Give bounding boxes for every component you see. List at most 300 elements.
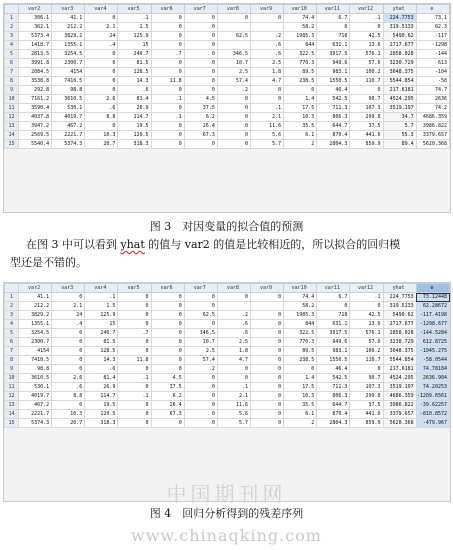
table-cell[interactable]: 14.3 bbox=[118, 77, 151, 86]
table-cell[interactable]: 0 bbox=[52, 356, 85, 365]
table-cell[interactable]: 1.8 bbox=[217, 347, 250, 356]
table-cell[interactable]: 0 bbox=[184, 383, 217, 392]
table-cell[interactable]: 15 bbox=[85, 320, 118, 329]
table-cell[interactable]: .6 bbox=[250, 50, 283, 59]
table-cell[interactable]: 0 bbox=[250, 86, 283, 95]
table-cell[interactable]: 11.6 bbox=[250, 122, 283, 131]
table-cell[interactable]: 6.1 bbox=[284, 131, 317, 140]
table-cell[interactable]: 15 bbox=[118, 41, 151, 50]
column-header-var3[interactable]: var3 bbox=[52, 284, 85, 293]
table-cell[interactable]: 0 bbox=[250, 338, 283, 347]
table-cell[interactable]: 2 bbox=[284, 140, 317, 149]
table-cell[interactable]: 10.7 bbox=[184, 338, 217, 347]
row-number[interactable]: 3 bbox=[5, 311, 19, 320]
table-cell[interactable] bbox=[217, 302, 250, 311]
table-cell[interactable]: 0 bbox=[250, 410, 283, 419]
table-cell[interactable]: 5620.368 bbox=[383, 419, 416, 428]
table-cell[interactable]: .1 bbox=[350, 14, 383, 23]
table-cell[interactable]: 0 bbox=[250, 419, 283, 428]
row-number[interactable]: 11 bbox=[5, 104, 19, 113]
table-cell[interactable]: 0 bbox=[151, 356, 184, 365]
table-cell[interactable]: 62.28672 bbox=[416, 302, 449, 311]
table-cell[interactable]: 107.3 bbox=[350, 383, 383, 392]
table-cell[interactable]: 6.2 bbox=[151, 392, 184, 401]
table-cell[interactable]: 0 bbox=[184, 32, 217, 41]
table-cell[interactable]: 10.3 bbox=[52, 410, 85, 419]
table-cell[interactable]: 0 bbox=[118, 311, 151, 320]
table-cell[interactable]: 2 bbox=[284, 419, 317, 428]
row-number[interactable]: 6 bbox=[5, 59, 19, 68]
table-cell[interactable]: 62.5 bbox=[184, 311, 217, 320]
table-cell[interactable]: .4 bbox=[85, 41, 118, 50]
table-cell[interactable]: 24 bbox=[52, 311, 85, 320]
row-number[interactable]: 7 bbox=[5, 347, 19, 356]
table-cell[interactable]: 0 bbox=[52, 401, 85, 410]
table-cell[interactable]: 120.5 bbox=[85, 410, 118, 419]
table-cell[interactable]: 0 bbox=[52, 329, 85, 338]
table-cell[interactable]: 74.78184 bbox=[416, 365, 449, 374]
table-cell[interactable]: 870.4 bbox=[317, 131, 350, 140]
table-cell[interactable]: 530.1 bbox=[52, 104, 85, 113]
table-cell[interactable]: 81.4 bbox=[118, 95, 151, 104]
table-cell[interactable]: 1550.5 bbox=[317, 356, 350, 365]
table-cell[interactable]: 3519.197 bbox=[383, 104, 416, 113]
table-cell[interactable]: 0 bbox=[151, 347, 184, 356]
table-cell[interactable]: 2717.677 bbox=[383, 320, 416, 329]
table-cell[interactable]: 0 bbox=[350, 302, 383, 311]
column-header-var4[interactable]: var4 bbox=[85, 5, 118, 14]
table-cell[interactable]: 5.6 bbox=[217, 410, 250, 419]
table-cell[interactable]: 2.1 bbox=[217, 392, 250, 401]
column-header-var9[interactable]: var9 bbox=[250, 284, 283, 293]
table-cell[interactable]: 844 bbox=[284, 320, 317, 329]
row-number[interactable]: 8 bbox=[5, 356, 19, 365]
table-cell[interactable]: 2.6 bbox=[52, 374, 85, 383]
table-cell[interactable]: .2 bbox=[217, 86, 250, 95]
table-cell[interactable]: 2717.677 bbox=[383, 41, 416, 50]
row-number[interactable]: 5 bbox=[5, 50, 19, 59]
table-cell[interactable]: 46.4 bbox=[317, 86, 350, 95]
column-header-var2[interactable]: var2 bbox=[19, 284, 52, 293]
table-cell[interactable]: -1209.6561 bbox=[416, 392, 449, 401]
table-cell[interactable]: 0 bbox=[217, 131, 250, 140]
corner-cell[interactable] bbox=[5, 284, 19, 293]
table-cell[interactable]: 10.3 bbox=[284, 392, 317, 401]
table-cell[interactable]: 5373.4 bbox=[19, 32, 52, 41]
table-cell[interactable]: 0 bbox=[151, 302, 184, 311]
table-cell[interactable]: 0 bbox=[250, 329, 283, 338]
table-cell[interactable]: 318.3 bbox=[118, 140, 151, 149]
table-cell[interactable]: .4 bbox=[52, 320, 85, 329]
table-cell[interactable]: 0 bbox=[284, 365, 317, 374]
table-cell[interactable]: 0 bbox=[151, 329, 184, 338]
table-cell[interactable]: 240.7 bbox=[118, 50, 151, 59]
table-cell[interactable]: 7410.5 bbox=[52, 77, 85, 86]
table-cell[interactable]: 5544.854 bbox=[383, 77, 416, 86]
table-cell[interactable]: 711.3 bbox=[317, 104, 350, 113]
table-cell[interactable]: 7161.2 bbox=[19, 95, 52, 104]
table-cell[interactable]: 0 bbox=[118, 320, 151, 329]
table-cell[interactable]: 2636 bbox=[416, 95, 449, 104]
table-cell[interactable]: 0 bbox=[52, 293, 85, 302]
table-cell[interactable]: 37.5 bbox=[350, 122, 383, 131]
table-cell[interactable]: 6.1 bbox=[284, 410, 317, 419]
table-cell[interactable]: 859.9 bbox=[350, 419, 383, 428]
table-cell[interactable]: 58.2 bbox=[284, 302, 317, 311]
table-cell[interactable]: 0 bbox=[217, 140, 250, 149]
table-cell[interactable]: 19.5 bbox=[118, 122, 151, 131]
row-number[interactable]: 10 bbox=[5, 95, 19, 104]
table-cell[interactable]: 10.7 bbox=[217, 59, 250, 68]
table-cell[interactable]: 0 bbox=[118, 401, 151, 410]
table-cell[interactable]: 26.4 bbox=[184, 122, 217, 131]
table-cell[interactable]: 37.5 bbox=[151, 383, 184, 392]
table-cell[interactable]: 770.3 bbox=[284, 338, 317, 347]
table-cell[interactable]: 0 bbox=[217, 113, 250, 122]
table-cell[interactable]: 0 bbox=[250, 293, 283, 302]
column-header-var4[interactable]: var4 bbox=[85, 284, 118, 293]
table-cell[interactable]: .1 bbox=[118, 14, 151, 23]
table-cell[interactable]: 90.7 bbox=[350, 374, 383, 383]
table-cell[interactable]: 2.5 bbox=[184, 347, 217, 356]
column-header-var5[interactable]: var5 bbox=[118, 5, 151, 14]
table-cell[interactable]: 128.5 bbox=[85, 347, 118, 356]
table-cell[interactable]: -1045.275 bbox=[416, 347, 449, 356]
table-cell[interactable]: 58.2 bbox=[284, 23, 317, 32]
table-cell[interactable]: 224.7753 bbox=[383, 293, 416, 302]
row-number[interactable]: 6 bbox=[5, 338, 19, 347]
column-header-var8[interactable]: var8 bbox=[217, 284, 250, 293]
table-cell[interactable]: .7 bbox=[118, 329, 151, 338]
table-cell[interactable]: 0 bbox=[151, 419, 184, 428]
table-cell[interactable]: 346.5 bbox=[217, 50, 250, 59]
row-number[interactable]: 1 bbox=[5, 14, 19, 23]
table-cell[interactable]: 14.3 bbox=[85, 356, 118, 365]
table-cell[interactable]: 0 bbox=[85, 86, 118, 95]
table-cell[interactable]: 0 bbox=[85, 50, 118, 59]
table-cell[interactable]: 100.2 bbox=[350, 347, 383, 356]
table-cell[interactable]: .2 bbox=[184, 365, 217, 374]
table-cell[interactable]: 0 bbox=[184, 392, 217, 401]
table-cell[interactable]: -144.5284 bbox=[416, 329, 449, 338]
table-cell[interactable]: 17.5 bbox=[284, 383, 317, 392]
table-cell[interactable]: 10.3 bbox=[85, 131, 118, 140]
table-cell[interactable]: 67.3 bbox=[184, 131, 217, 140]
table-cell[interactable]: 89.5 bbox=[284, 347, 317, 356]
table-cell[interactable]: 19.5 bbox=[85, 401, 118, 410]
table-cell[interactable]: .7 bbox=[151, 50, 184, 59]
table-cell[interactable]: 13.6 bbox=[350, 41, 383, 50]
table-cell[interactable]: 89.4 bbox=[383, 140, 416, 149]
row-number[interactable]: 13 bbox=[5, 122, 19, 131]
table-cell[interactable]: 238.5 bbox=[284, 77, 317, 86]
table-cell[interactable]: 3917.5 bbox=[317, 329, 350, 338]
table-cell[interactable]: 107.3 bbox=[350, 104, 383, 113]
table-cell[interactable]: .6 bbox=[118, 86, 151, 95]
table-cell[interactable]: 0 bbox=[118, 365, 151, 374]
row-number[interactable]: 8 bbox=[5, 77, 19, 86]
table-cell[interactable]: 6.2 bbox=[184, 113, 217, 122]
table-cell[interactable]: 2569.5 bbox=[19, 131, 52, 140]
table-cell[interactable]: 26.9 bbox=[118, 104, 151, 113]
table-cell[interactable]: 0 bbox=[250, 320, 283, 329]
table-cell[interactable]: 530.1 bbox=[19, 383, 52, 392]
table-cell[interactable]: 1355.1 bbox=[52, 41, 85, 50]
table-cell[interactable]: 467.2 bbox=[52, 122, 85, 131]
row-number[interactable]: 2 bbox=[5, 23, 19, 32]
table-cell[interactable]: 3379.657 bbox=[383, 410, 416, 419]
table-cell[interactable]: .6 bbox=[217, 320, 250, 329]
table-cell[interactable]: 1985.3 bbox=[284, 32, 317, 41]
table-cell[interactable]: 4524.295 bbox=[383, 95, 416, 104]
table-cell[interactable]: 2.5 bbox=[250, 59, 283, 68]
table-cell[interactable]: .1 bbox=[85, 293, 118, 302]
table-cell[interactable]: 0 bbox=[151, 23, 184, 32]
table-cell[interactable]: 2858.028 bbox=[383, 329, 416, 338]
column-header-var7[interactable]: var7 bbox=[184, 284, 217, 293]
column-header-var10[interactable]: var10 bbox=[284, 284, 317, 293]
table-cell[interactable]: 0 bbox=[250, 374, 283, 383]
column-header-var11[interactable]: var11 bbox=[317, 5, 350, 14]
table-cell[interactable]: 3230.729 bbox=[383, 338, 416, 347]
table-cell[interactable]: 11.8 bbox=[118, 356, 151, 365]
table-cell[interactable]: 35.5 bbox=[284, 401, 317, 410]
table-cell[interactable]: 128.5 bbox=[118, 68, 151, 77]
table-cell[interactable]: 4524.295 bbox=[383, 374, 416, 383]
table-cell[interactable]: 2.5 bbox=[217, 338, 250, 347]
column-header-var7[interactable]: var7 bbox=[184, 5, 217, 14]
table-cell[interactable]: 2.1 bbox=[85, 23, 118, 32]
row-number[interactable]: 1 bbox=[5, 293, 19, 302]
table-cell[interactable]: 5490.62 bbox=[383, 32, 416, 41]
table-cell[interactable]: 81.5 bbox=[118, 59, 151, 68]
table-cell[interactable]: .1 bbox=[118, 374, 151, 383]
table-cell[interactable]: -58.0544 bbox=[416, 356, 449, 365]
column-header-yhat[interactable]: yhat bbox=[383, 284, 416, 293]
table-cell[interactable]: 90.7 bbox=[350, 95, 383, 104]
table-cell[interactable]: 0 bbox=[85, 122, 118, 131]
table-cell[interactable]: 57.4 bbox=[217, 77, 250, 86]
table-cell[interactable]: 125.9 bbox=[85, 311, 118, 320]
table-cell[interactable]: 0 bbox=[184, 77, 217, 86]
table-cell[interactable]: 5.6 bbox=[250, 131, 283, 140]
table-cell[interactable]: 81.5 bbox=[85, 338, 118, 347]
table-cell[interactable]: 4019.7 bbox=[52, 113, 85, 122]
table-cell[interactable]: 0 bbox=[184, 23, 217, 32]
table-cell[interactable]: 0 bbox=[151, 131, 184, 140]
table-cell[interactable]: 2813.5 bbox=[19, 50, 52, 59]
table-cell[interactable]: 24 bbox=[85, 32, 118, 41]
table-cell[interactable]: 98.8 bbox=[52, 86, 85, 95]
table-cell[interactable]: 0 bbox=[151, 320, 184, 329]
table-cell[interactable]: 1550.5 bbox=[317, 77, 350, 86]
table-cell[interactable]: 3048.375 bbox=[383, 68, 416, 77]
column-header-var2[interactable]: var2 bbox=[19, 5, 52, 14]
table-cell[interactable]: 7410.5 bbox=[19, 356, 52, 365]
table-cell[interactable]: 859.9 bbox=[350, 140, 383, 149]
table-cell[interactable]: 2636.904 bbox=[416, 374, 449, 383]
table-cell[interactable]: 0 bbox=[217, 365, 250, 374]
row-number[interactable]: 10 bbox=[5, 374, 19, 383]
table-cell[interactable]: 0 bbox=[151, 104, 184, 113]
table-cell[interactable]: 62.5 bbox=[217, 32, 250, 41]
table-cell[interactable]: 0 bbox=[118, 302, 151, 311]
table-cell[interactable]: 3538.8 bbox=[19, 77, 52, 86]
table-cell[interactable]: 8.8 bbox=[52, 392, 85, 401]
column-header-var12[interactable]: var12 bbox=[350, 5, 383, 14]
table-cell[interactable]: .6 bbox=[250, 41, 283, 50]
table-cell[interactable]: .2 bbox=[250, 32, 283, 41]
table-cell[interactable]: 0 bbox=[118, 293, 151, 302]
table-cell[interactable]: .1 bbox=[118, 392, 151, 401]
table-cell[interactable]: 0 bbox=[184, 374, 217, 383]
table-cell[interactable]: 4019.7 bbox=[19, 392, 52, 401]
column-header-var5[interactable]: var5 bbox=[118, 284, 151, 293]
table-cell[interactable]: 0 bbox=[184, 14, 217, 23]
table-cell[interactable]: 3379.657 bbox=[416, 131, 449, 140]
table-cell[interactable]: 5.7 bbox=[217, 419, 250, 428]
table-cell[interactable]: 4686.359 bbox=[416, 113, 449, 122]
table-cell[interactable]: .1 bbox=[250, 104, 283, 113]
table-cell[interactable]: 362.1 bbox=[19, 23, 52, 32]
table-cell[interactable]: 441.6 bbox=[350, 410, 383, 419]
table-cell[interactable]: 2221.7 bbox=[19, 410, 52, 419]
table-cell[interactable]: 26.9 bbox=[85, 383, 118, 392]
column-header-e[interactable]: e bbox=[416, 284, 449, 293]
table-cell[interactable]: 292.8 bbox=[19, 86, 52, 95]
table-cell[interactable]: 612.8725 bbox=[416, 338, 449, 347]
table-cell[interactable]: 4.5 bbox=[184, 95, 217, 104]
column-header-e[interactable]: e bbox=[416, 5, 449, 14]
table-cell[interactable]: 0 bbox=[151, 311, 184, 320]
table-cell[interactable]: 5374.3 bbox=[19, 419, 52, 428]
table-cell[interactable]: 0 bbox=[151, 14, 184, 23]
table-cell[interactable]: 120.5 bbox=[118, 131, 151, 140]
table-cell[interactable]: 0 bbox=[151, 59, 184, 68]
table-cell[interactable]: 3254.5 bbox=[52, 50, 85, 59]
table-cell[interactable]: 0 bbox=[184, 140, 217, 149]
table-cell[interactable]: 0 bbox=[52, 347, 85, 356]
table-cell[interactable]: 34.7 bbox=[383, 113, 416, 122]
row-number[interactable]: 9 bbox=[5, 365, 19, 374]
table-cell[interactable]: 0 bbox=[317, 23, 350, 32]
row-number[interactable]: 14 bbox=[5, 410, 19, 419]
table-cell[interactable]: 37.5 bbox=[350, 401, 383, 410]
table-cell[interactable]: -58 bbox=[416, 77, 449, 86]
table-cell[interactable]: -39.62257 bbox=[416, 401, 449, 410]
table-cell[interactable]: 74.4 bbox=[284, 293, 317, 302]
table-cell[interactable]: 3986.822 bbox=[383, 401, 416, 410]
table-cell[interactable]: 0 bbox=[85, 14, 118, 23]
table-cell[interactable]: 0 bbox=[284, 86, 317, 95]
table-cell[interactable]: 2300.7 bbox=[19, 338, 52, 347]
table-cell[interactable]: 57.6 bbox=[350, 338, 383, 347]
table-cell[interactable]: -479.967 bbox=[416, 419, 449, 428]
table-cell[interactable]: 0 bbox=[217, 95, 250, 104]
table-cell[interactable]: 3986.822 bbox=[416, 122, 449, 131]
table-cell[interactable]: 10.3 bbox=[284, 113, 317, 122]
table-cell[interactable]: 4037.8 bbox=[19, 113, 52, 122]
table-cell[interactable]: 89.5 bbox=[284, 68, 317, 77]
column-header-var9[interactable]: var9 bbox=[250, 5, 283, 14]
table-cell[interactable]: .1 bbox=[217, 383, 250, 392]
table-cell[interactable]: 0 bbox=[184, 320, 217, 329]
table-cell[interactable]: 125.9 bbox=[118, 32, 151, 41]
row-number[interactable]: 5 bbox=[5, 329, 19, 338]
table-cell[interactable]: -117 bbox=[416, 32, 449, 41]
table-cell[interactable]: 322.5 bbox=[284, 329, 317, 338]
table-cell[interactable]: 74.2 bbox=[416, 104, 449, 113]
table-cell[interactable]: 0 bbox=[250, 392, 283, 401]
table-cell[interactable]: 55.3 bbox=[383, 131, 416, 140]
table-cell[interactable]: 41.1 bbox=[52, 14, 85, 23]
table-cell[interactable]: .6 bbox=[85, 104, 118, 113]
table-cell[interactable]: 3610.5 bbox=[19, 374, 52, 383]
table-cell[interactable]: .6 bbox=[85, 365, 118, 374]
table-cell[interactable]: 0 bbox=[151, 32, 184, 41]
table-cell[interactable]: 0 bbox=[217, 293, 250, 302]
table-cell[interactable]: 5540.4 bbox=[19, 140, 52, 149]
table-cell[interactable]: 57.6 bbox=[350, 59, 383, 68]
table-cell[interactable]: 5.7 bbox=[250, 140, 283, 149]
table-cell[interactable]: 0 bbox=[85, 59, 118, 68]
table-cell[interactable]: .6 bbox=[52, 383, 85, 392]
table-cell[interactable]: 1.5 bbox=[118, 23, 151, 32]
table-cell[interactable]: 949.6 bbox=[317, 59, 350, 68]
table-cell[interactable]: 0 bbox=[184, 41, 217, 50]
table-cell[interactable]: 57.4 bbox=[184, 356, 217, 365]
table-cell[interactable]: 110.7 bbox=[350, 77, 383, 86]
table-cell[interactable]: 5620.368 bbox=[416, 140, 449, 149]
corner-cell[interactable] bbox=[5, 5, 19, 14]
table-cell[interactable]: 3519.197 bbox=[383, 383, 416, 392]
table-cell[interactable]: 41.1 bbox=[19, 293, 52, 302]
table-cell[interactable]: 0 bbox=[317, 302, 350, 311]
column-header-var11[interactable]: var11 bbox=[317, 284, 350, 293]
table-cell[interactable]: 3590.4 bbox=[19, 104, 52, 113]
table-cell[interactable]: 67.3 bbox=[151, 410, 184, 419]
table-cell[interactable]: 73.1 bbox=[416, 14, 449, 23]
table-cell[interactable]: 0 bbox=[250, 365, 283, 374]
table-cell[interactable]: 0 bbox=[217, 122, 250, 131]
row-number[interactable]: 4 bbox=[5, 41, 19, 50]
table-cell[interactable]: 467.2 bbox=[19, 401, 52, 410]
row-number[interactable]: 13 bbox=[5, 401, 19, 410]
column-header-var8[interactable]: var8 bbox=[217, 5, 250, 14]
row-number[interactable]: 14 bbox=[5, 131, 19, 140]
table-cell[interactable]: 1.4 bbox=[284, 374, 317, 383]
table-cell[interactable]: 0 bbox=[250, 347, 283, 356]
row-number[interactable]: 9 bbox=[5, 86, 19, 95]
table-cell[interactable]: 3947.2 bbox=[19, 122, 52, 131]
table-cell[interactable]: 8.8 bbox=[85, 113, 118, 122]
table-cell[interactable]: 81.4 bbox=[85, 374, 118, 383]
table-cell[interactable]: 5.7 bbox=[383, 122, 416, 131]
table-cell[interactable]: 711.3 bbox=[317, 383, 350, 392]
table-cell[interactable]: 0 bbox=[250, 14, 283, 23]
table-cell[interactable]: 0 bbox=[151, 122, 184, 131]
table-cell[interactable]: 2300.7 bbox=[52, 59, 85, 68]
column-header-var6[interactable]: var6 bbox=[151, 284, 184, 293]
table-cell[interactable]: 322.5 bbox=[284, 50, 317, 59]
table-cell[interactable]: 4.7 bbox=[217, 356, 250, 365]
table-cell[interactable]: 0 bbox=[151, 86, 184, 95]
table-cell[interactable]: 11.8 bbox=[151, 77, 184, 86]
table-cell[interactable]: 4.5 bbox=[151, 374, 184, 383]
table-cell[interactable]: 2.1 bbox=[52, 302, 85, 311]
column-header-var10[interactable]: var10 bbox=[284, 5, 317, 14]
table-cell[interactable]: 319.5133 bbox=[383, 302, 416, 311]
